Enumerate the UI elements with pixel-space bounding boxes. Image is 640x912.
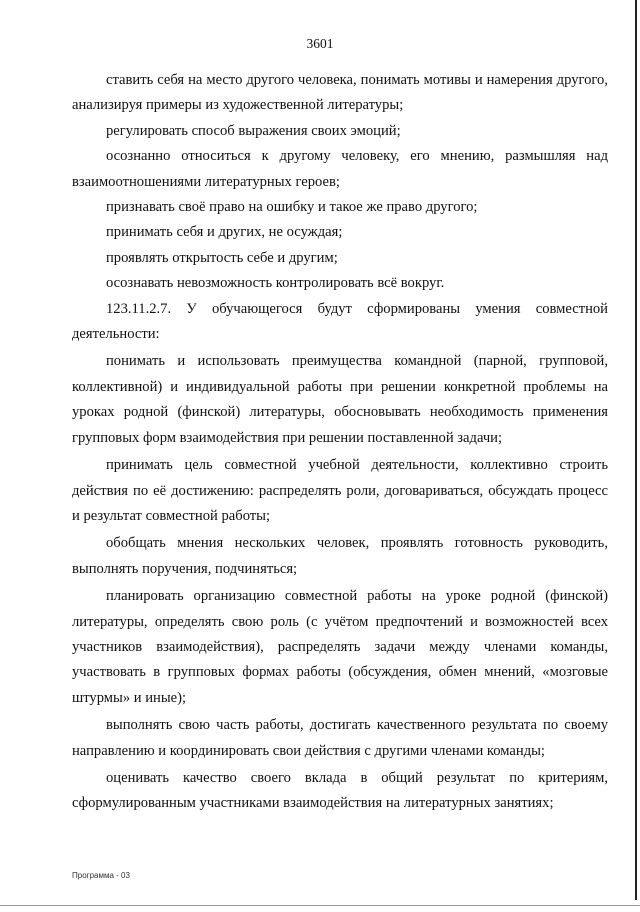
paragraph: принимать цель совместной учебной деятельности, коллективно строить действия по её достижению: распределять роли, договариваться, обсуждать процесс и результат совместной работы; <box>72 457 608 524</box>
body-text <box>72 68 608 817</box>
paragraph: ставить себя на место другого человека, понимать мотивы и намерения другого, анализируя примеры из художественной литературы; <box>72 72 608 114</box>
paragraph: понимать и использовать преимущества командной (парной, групповой, коллективной) и индивидуальной работы при решении конкретной проблемы на уроках родной (финской) литературы, обосновывать необходимость применения групповых форм взаимодействия при решении поставленной задачи; <box>72 353 608 446</box>
paragraph: признавать своё право на ошибку и такое же право другого; <box>106 199 478 216</box>
paragraph: планировать организацию совместной работы на уроке родной (финской) литературы, определять свою роль (с учётом предпочтений и возможностей всех участников взаимодействия), распределять задачи между членами команды, участвовать в групповых формах работы (обсуждения, обмен мнений, «мозговые штурмы» и иные); <box>72 588 608 706</box>
scan-edge-bottom <box>0 905 640 906</box>
paragraph: оценивать качество своего вклада в общий результат по критериям, сформулированным участниками взаимодействия на литературных занятиях; <box>72 769 608 812</box>
paragraph: регулировать способ выражения своих эмоций; <box>106 122 401 139</box>
paragraph: выполнять свою часть работы, достигать качественного результата по своему направлению и координировать свои действия с другими членами команды; <box>72 717 608 759</box>
paragraph: осознавать невозможность контролировать всё вокруг. <box>106 275 445 292</box>
scan-edge-right <box>635 0 637 900</box>
paragraph: принимать себя и других, не осуждая; <box>106 224 343 241</box>
section-heading-paragraph: 123.11.2.7. У обучающегося будут сформированы умения совместной деятельности: <box>72 300 608 343</box>
paragraph: осознанно относиться к другому человеку, его мнению, размышляя над взаимоотношениями литературных героев; <box>72 148 608 190</box>
paragraph: проявлять открытость себе и другим; <box>106 249 338 266</box>
page-number: 3601 <box>306 36 334 51</box>
paragraph: обобщать мнения нескольких человек, проявлять готовность руководить, выполнять поручения, подчиняться; <box>72 535 608 577</box>
footer-label: Программа - 03 <box>72 871 130 880</box>
